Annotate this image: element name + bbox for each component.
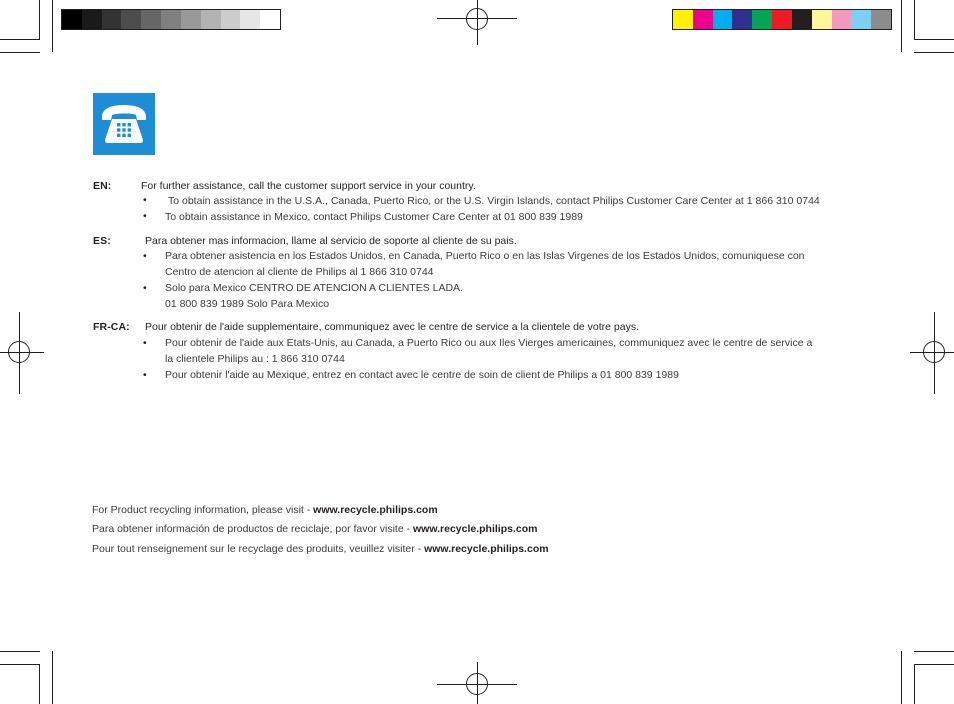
- registration-mark-left: [0, 312, 44, 394]
- registration-mark-top: [437, 0, 517, 45]
- list-item: [165, 368, 865, 384]
- list-item-line: la clientele Philips au : 1 866 310 0744: [165, 352, 345, 365]
- section-lead-frca: Pour obtenir de l'aide supplementaire, communiquez avec le centre de service a la clientele de votre pays.: [145, 321, 640, 333]
- registration-mark-right: [910, 312, 954, 394]
- list-item-line: Centro de atencion al cliente de Philips al 1 866 310 0744: [165, 265, 434, 278]
- color-swatch: [772, 10, 792, 29]
- color-swatch: [82, 10, 102, 29]
- recycling-link[interactable]: www.recycle.philips.com: [424, 543, 549, 555]
- crop-mark: [914, 664, 954, 665]
- crop-mark: [914, 651, 954, 652]
- list-item: [165, 336, 865, 367]
- color-swatch: [181, 10, 201, 29]
- color-swatch: [713, 10, 733, 29]
- color-swatch: [832, 10, 852, 29]
- color-swatch: [792, 10, 812, 29]
- list-item-line: Solo para Mexico CENTRO DE ATENCION A CLIENTES LADA.: [165, 282, 463, 294]
- color-swatch: [673, 10, 693, 29]
- color-swatch: [851, 10, 871, 29]
- list-item-line: Pour obtenir l'aide au Mexique, entrez en contact avec le centre de soin de client de Philips a 01 800 839 1989: [165, 369, 679, 381]
- crop-mark: [52, 651, 53, 704]
- crop-mark: [914, 0, 915, 40]
- color-swatch: [201, 10, 221, 29]
- recycling-text: For Product recycling information, please visit -: [92, 504, 314, 516]
- list-item-line: 01 800 839 1989 Solo Para Mexico: [165, 297, 330, 310]
- color-swatch: [812, 10, 832, 29]
- color-swatch: [121, 10, 141, 29]
- list-item-line: Pour obtenir de l'aide aux Etats-Unis, au Canada, a Puerto Rico ou aux Iles Vierges americaines, communiquez avec le centre de service a: [165, 337, 813, 349]
- crop-mark: [914, 52, 954, 53]
- color-swatch: [102, 10, 122, 29]
- crop-mark: [52, 0, 53, 52]
- crop-mark: [39, 664, 40, 704]
- recycling-line-es: [92, 523, 538, 535]
- recycling-text: Pour tout renseignement sur le recyclage des produits, veuillez visiter -: [92, 543, 425, 555]
- list-item: [168, 194, 868, 210]
- color-swatch: [62, 10, 82, 29]
- recycling-line-en: [92, 504, 438, 516]
- crop-mark: [0, 664, 40, 665]
- crop-mark: [0, 651, 40, 652]
- registration-mark-bottom: [437, 662, 517, 704]
- crop-mark: [901, 0, 902, 52]
- list-item-line: Para obtener asistencia en los Estados Unidos, en Canada, Puerto Rico o en las Islas Virgenes de los Estados Unidos, comuniquese con: [165, 250, 805, 262]
- bullet-marker: •: [143, 250, 147, 262]
- telephone-icon: [93, 93, 155, 155]
- crop-mark: [0, 39, 40, 40]
- language-label-es: ES:: [93, 235, 111, 247]
- list-item: [165, 210, 865, 226]
- process-color-bar: [672, 9, 892, 30]
- bullet-marker: •: [143, 194, 147, 206]
- crop-mark: [0, 52, 40, 53]
- bullet-marker: •: [143, 210, 147, 222]
- language-label-frca: FR-CA:: [93, 321, 130, 333]
- crop-mark: [39, 0, 40, 40]
- color-swatch: [240, 10, 260, 29]
- language-label-en: EN:: [93, 180, 112, 192]
- recycling-line-fr: [92, 543, 549, 555]
- grayscale-color-bar: [61, 9, 281, 30]
- color-swatch: [752, 10, 772, 29]
- color-swatch: [141, 10, 161, 29]
- recycling-link[interactable]: www.recycle.philips.com: [413, 523, 538, 535]
- section-lead-es: Para obtener mas informacion, llame al servicio de soporte al cliente de su pais.: [145, 235, 517, 247]
- bullet-marker: •: [143, 282, 147, 294]
- color-swatch: [871, 10, 891, 29]
- bullet-marker: •: [143, 369, 147, 381]
- color-swatch: [161, 10, 181, 29]
- color-swatch: [260, 10, 280, 29]
- section-lead-en: For further assistance, call the customer support service in your country.: [141, 180, 476, 192]
- recycling-text: Para obtener información de productos de reciclaje, por favor visite -: [92, 523, 413, 535]
- list-item-line: To obtain assistance in Mexico, contact Philips Customer Care Center at 01 800 839 1989: [165, 211, 583, 223]
- crop-mark: [914, 664, 915, 704]
- color-swatch: [693, 10, 713, 29]
- bullet-marker: •: [143, 337, 147, 349]
- list-item: [165, 249, 865, 280]
- list-item: [165, 281, 865, 312]
- color-swatch: [221, 10, 241, 29]
- crop-mark: [914, 39, 954, 40]
- color-swatch: [732, 10, 752, 29]
- recycling-link[interactable]: www.recycle.philips.com: [313, 504, 438, 516]
- list-item-line: To obtain assistance in the U.S.A., Canada, Puerto Rico, or the U.S. Virgin Islands, contact Philips Customer Care Center at 1 866 310 0744: [168, 195, 820, 207]
- crop-mark: [901, 651, 902, 704]
